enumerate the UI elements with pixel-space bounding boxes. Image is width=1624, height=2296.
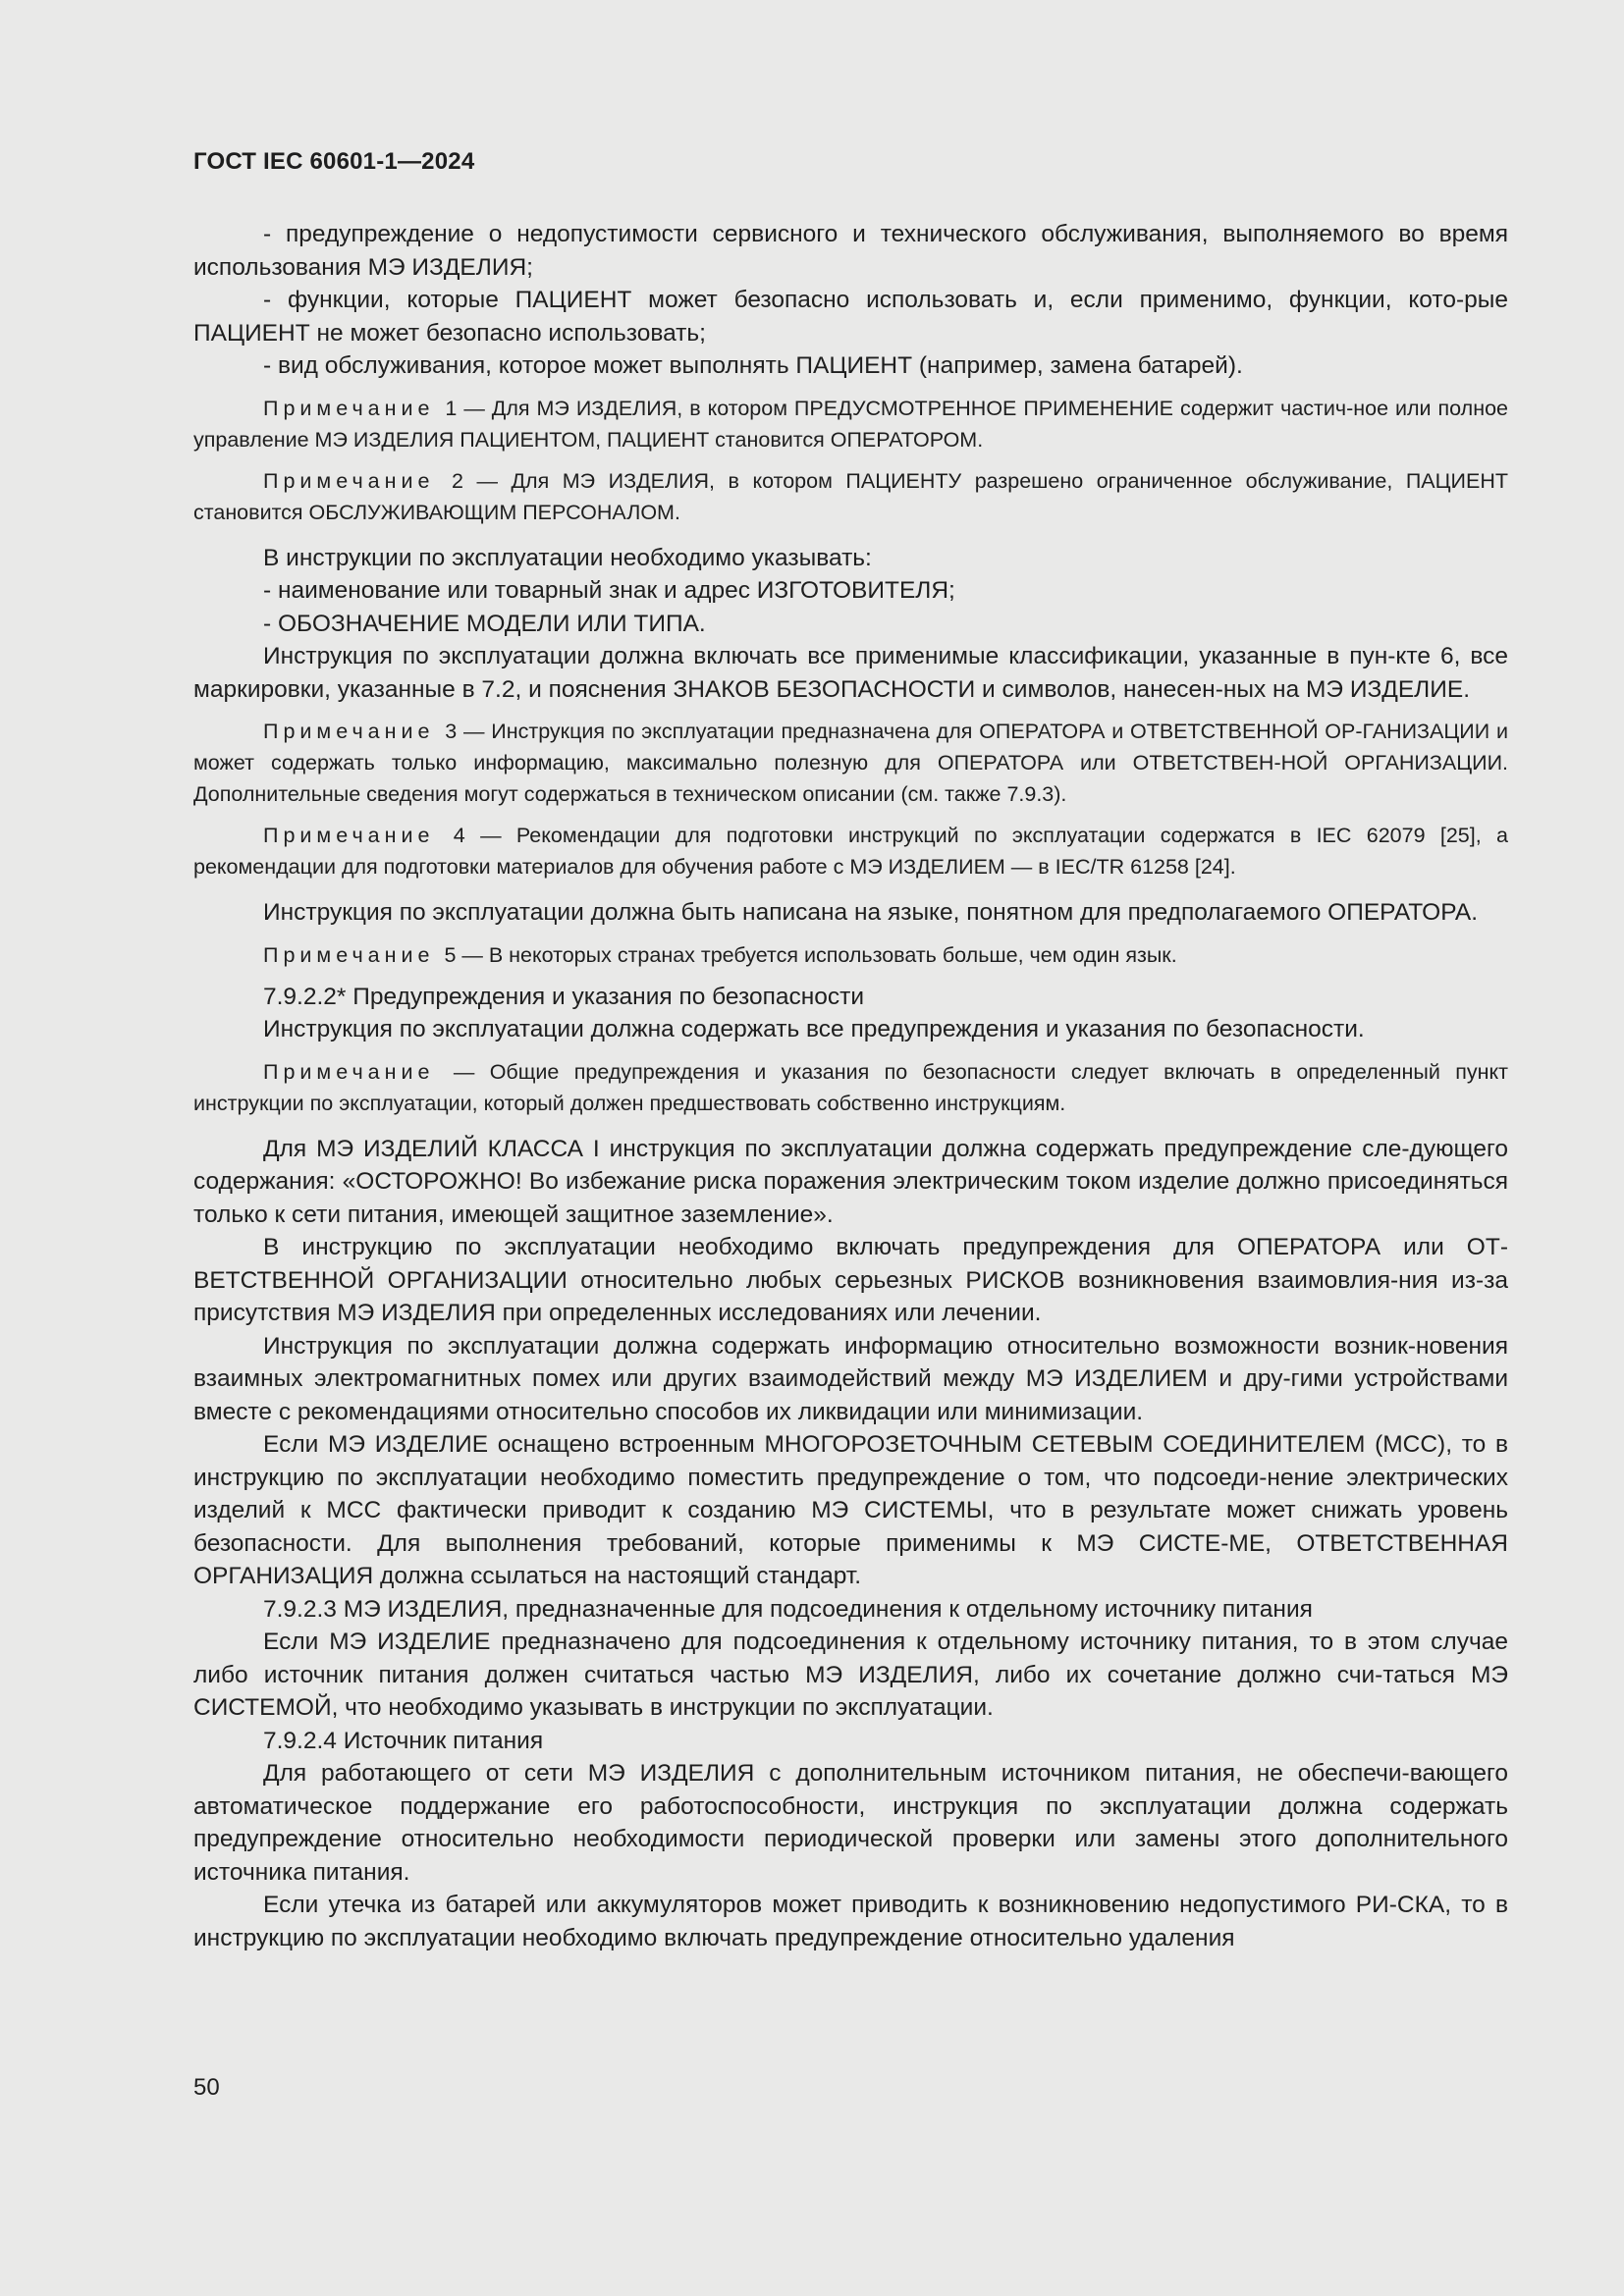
note-text: — Общие предупреждения и указания по безопасности следует включать в определенный пункт инструкции по эксплуатации, который должен предшествовать собственно инструкциям. — [193, 1059, 1508, 1115]
note-label: Примечание — [263, 468, 435, 493]
paragraph: В инструкции по эксплуатации необходимо указывать: — [263, 544, 872, 571]
bullet-item: - функции, которые ПАЦИЕНТ может безопасно использовать и, если применимо, функции, кото-рые ПАЦИЕНТ не может безопасно использовать; — [193, 287, 1508, 347]
note-text: 5 — В некоторых странах требуется использовать больше, чем один язык. — [444, 942, 1177, 967]
section-heading-7-9-2-3: 7.9.2.3 МЭ ИЗДЕЛИЯ, предназначенные для подсоединения к отдельному источнику питания — [263, 1595, 1313, 1623]
note-label: Примечание — [263, 942, 435, 967]
note-label: Примечание — [263, 1059, 435, 1084]
paragraph: Для работающего от сети МЭ ИЗДЕЛИЯ с дополнительным источником питания, не обеспечи-вающего автоматическое поддержание его работоспособности, инструкция по эксплуатации должна содержать предупреждение относительно необходимости периодической проверки или замены этого дополнительного источника питания. — [193, 1760, 1508, 1886]
paragraph: Если МЭ ИЗДЕЛИЕ оснащено встроенным МНОГОРОЗЕТОЧНЫМ СЕТЕВЫМ СОЕДИНИТЕЛЕМ (МСС), то в инструкцию по эксплуатации необходимо поместить предупреждение о том, что подсоеди-нение электрических изделий к МСС фактически приводит к созданию МЭ СИСТЕМЫ, что в результате может снижать уровень безопасности. Для выполнения требований, которые применимы к МЭ СИСТЕ-МЕ, ОТВЕТСТВЕННАЯ ОРГАНИЗАЦИЯ должна ссылаться на настоящий стандарт. — [193, 1431, 1508, 1589]
section-heading-7-9-2-4: 7.9.2.4 Источник питания — [263, 1727, 544, 1754]
note-5 — [193, 939, 1508, 971]
paragraph: Инструкция по эксплуатации должна содержать информацию относительно возможности возник-новения взаимных электромагнитных помех или других взаимодействий между МЭ ИЗДЕЛИЕМ и дру-гими устройствами вместе с рекомендациями относительно способов их ликвидации или минимизации. — [193, 1332, 1508, 1425]
note-general — [193, 1056, 1508, 1119]
document-header: ГОСТ IEC 60601-1—2024 — [193, 148, 475, 175]
note-4 — [193, 820, 1508, 882]
note-text: 1 — Для МЭ ИЗДЕЛИЯ, в котором ПРЕДУСМОТРЕННОЕ ПРИМЕНЕНИЕ содержит частич-ное или полное управление МЭ ИЗДЕЛИЯ ПАЦИЕНТОМ, ПАЦИЕНТ становится ОПЕРАТОРОМ. — [193, 396, 1508, 452]
paragraph: Если МЭ ИЗДЕЛИЕ предназначено для подсоединения к отдельному источнику питания, то в этом случае либо источник питания должен считаться частью МЭ ИЗДЕЛИЯ, либо их сочетание должно счи-таться МЭ СИСТЕМОЙ, что необходимо указывать в инструкции по эксплуатации. — [193, 1629, 1508, 1721]
note-text: 4 — Рекомендации для подготовки инструкций по эксплуатации содержатся в IEC 62079 [25], а рекомендации для подготовки материалов для обучения работе с МЭ ИЗДЕЛИЕМ — в IEC/TR 61258 [24]. — [193, 824, 1508, 879]
bullet-item: - наименование или товарный знак и адрес ИЗГОТОВИТЕЛЯ; — [263, 577, 955, 604]
paragraph: Инструкция по эксплуатации должна включать все применимые классификации, указанные в пун-кте 6, все маркировки, указанные в 7.2, и пояснения ЗНАКОВ БЕЗОПАСНОСТИ и символов, нанесен-ных на МЭ ИЗДЕЛИЕ. — [193, 643, 1508, 703]
note-2 — [193, 465, 1508, 528]
paragraph: Инструкция по эксплуатации должна быть написана на языке, понятном для предполагаемого ОПЕРАТОРА. — [263, 899, 1479, 926]
paragraph: В инструкцию по эксплуатации необходимо включать предупреждения для ОПЕРАТОРА или ОТ-ВЕТСТВЕННОЙ ОРГАНИЗАЦИИ относительно любых серьезных РИСКОВ возникновения взаимовлия-ния из-за присутствия МЭ ИЗДЕЛИЯ при определенных исследованиях или лечении. — [193, 1234, 1508, 1326]
bullet-item: - вид обслуживания, которое может выполнять ПАЦИЕНТ (например, замена батарей). — [263, 352, 1243, 379]
paragraph: Если утечка из батарей или аккумуляторов может приводить к возникновению недопустимого РИ-СКА, то в инструкцию по эксплуатации необходимо включать предупреждение относительно удаления — [193, 1892, 1508, 1951]
note-label: Примечание — [263, 396, 435, 420]
document-page — [193, 147, 1508, 1954]
note-1 — [193, 393, 1508, 455]
note-label: Примечание — [263, 720, 435, 743]
section-heading-7-9-2-2: 7.9.2.2* Предупреждения и указания по безопасности — [263, 983, 865, 1010]
bullet-item: - ОБОЗНАЧЕНИЕ МОДЕЛИ ИЛИ ТИПА. — [263, 610, 706, 637]
note-text: 2 — Для МЭ ИЗДЕЛИЯ, в котором ПАЦИЕНТУ разрешено ограниченное обслуживание, ПАЦИЕНТ становится ОБСЛУЖИВАЮЩИМ ПЕРСОНАЛОМ. — [193, 468, 1508, 524]
bullet-item: - предупреждение о недопустимости сервисного и технического обслуживания, выполняемого во время использования МЭ ИЗДЕЛИЯ; — [193, 221, 1508, 281]
paragraph: Для МЭ ИЗДЕЛИЙ КЛАССА I инструкция по эксплуатации должна содержать предупреждение сле-дующего содержания: «ОСТОРОЖНО! Во избежание риска поражения электрическим током изделие должно присоединяться только к сети питания, имеющей защитное заземление». — [193, 1135, 1508, 1228]
note-text: 3 — Инструкция по эксплуатации предназначена для ОПЕРАТОРА и ОТВЕТСТВЕННОЙ ОР-ГАНИЗАЦИИ и может содержать только информацию, максимально полезную для ОПЕРАТОРА или ОТВЕТСТВЕН-НОЙ ОРГАНИЗАЦИИ. Дополнительные сведения могут содержаться в техническом описании (см. также 7.9.3). — [193, 720, 1508, 806]
note-label: Примечание — [263, 824, 435, 847]
page-number: 50 — [193, 2074, 220, 2101]
note-3 — [193, 716, 1508, 810]
paragraph: Инструкция по эксплуатации должна содержать все предупреждения и указания по безопасности. — [263, 1016, 1365, 1042]
